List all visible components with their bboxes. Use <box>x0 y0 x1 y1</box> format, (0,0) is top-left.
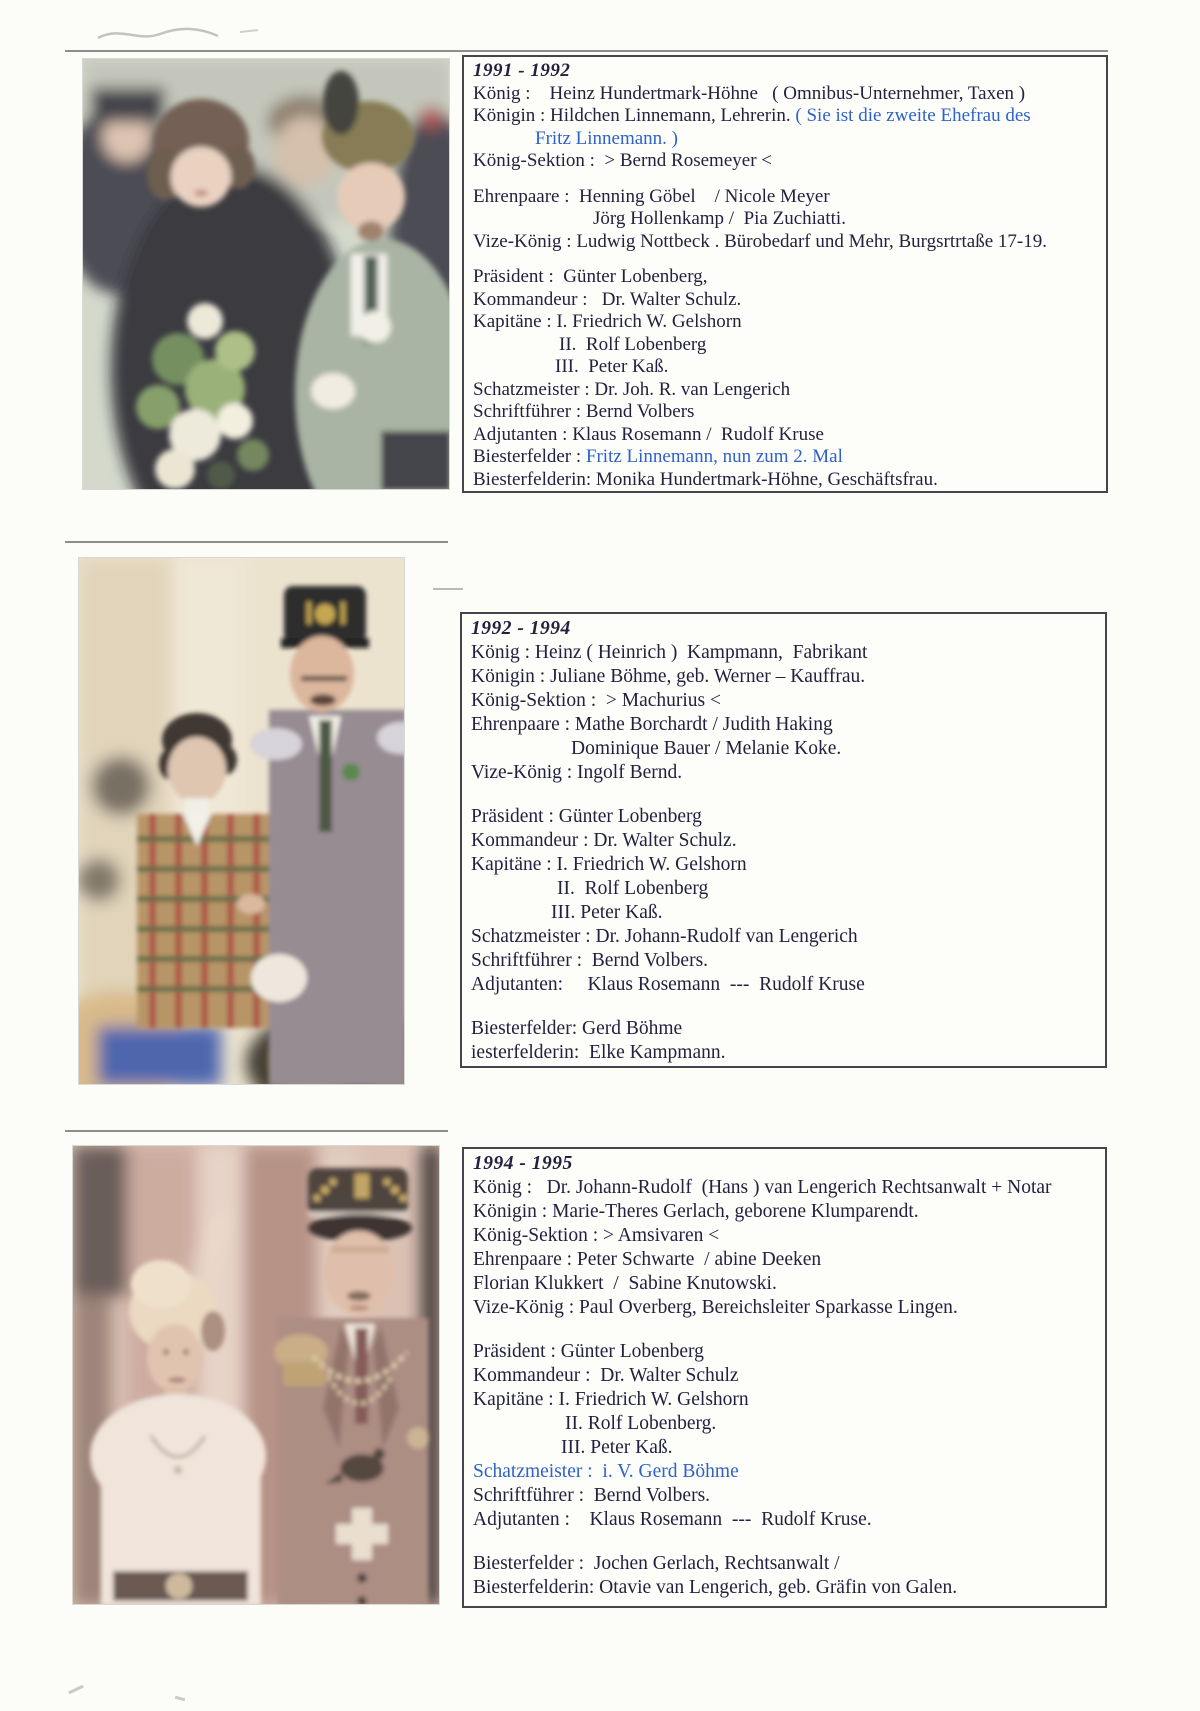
photo-1994-illustration <box>73 1146 440 1605</box>
text-line <box>471 853 1099 877</box>
text-line <box>473 1484 1099 1508</box>
text-line <box>473 1460 1099 1484</box>
pencil-dash-mark <box>68 1685 84 1694</box>
text-line <box>471 925 1099 949</box>
text-line <box>473 105 1100 128</box>
period-title: 1991 - 1992 <box>473 60 571 81</box>
text-segment: Vize-König : Paul Overberg, Bereichsleiter Sparkasse Lingen. <box>473 1297 958 1318</box>
text-segment: Dominique Bauer / Melanie Koke. <box>571 738 842 759</box>
text-segment: Schatzmeister : Dr. Johann-Rudolf van Lengerich <box>471 926 858 947</box>
text-segment: Biesterfelder: Gerd Böhme <box>471 1018 683 1039</box>
text-segment: Schriftführer : Bernd Volbers <box>473 401 695 422</box>
text-segment: Vize-König : Ingolf Bernd. <box>471 762 683 783</box>
text-line <box>471 877 1099 901</box>
horizontal-rule-top <box>65 50 1108 52</box>
text-segment: Biesterfelder : Jochen Gerlach, Rechtsanwalt / <box>473 1553 840 1574</box>
text-segment: Präsident : Günter Lobenberg <box>473 1341 704 1362</box>
text-line <box>473 1388 1099 1412</box>
text-line <box>473 356 1100 379</box>
highlighted-text: Fritz Linnemann, nun zum 2. Mal <box>585 446 843 467</box>
text-line <box>473 1200 1099 1224</box>
highlighted-text: ( Sie ist die zweite Ehefrau des <box>795 105 1031 126</box>
text-line <box>473 469 1100 492</box>
text-segment: Ehrenpaare : Peter Schwarte / abine Deeken <box>473 1249 822 1270</box>
text-line <box>473 1296 1099 1320</box>
text-line <box>471 689 1099 713</box>
text-line <box>473 1436 1099 1460</box>
photo-1991-illustration <box>83 59 450 490</box>
text-line <box>473 424 1100 447</box>
record-box-1992-1994 <box>460 612 1107 1068</box>
text-line <box>473 231 1100 254</box>
text-segment: König : Heinz ( Heinrich ) Kampmann, Fabrikant <box>471 642 868 663</box>
text-segment: Präsident : Günter Lobenberg <box>471 806 702 827</box>
text-segment: Kapitäne : I. Friedrich W. Gelshorn <box>473 311 742 332</box>
text-line <box>471 761 1099 785</box>
text-line <box>471 973 1099 997</box>
text-segment: III. Peter Kaß. <box>561 1437 673 1458</box>
text-line <box>473 379 1100 402</box>
highlighted-text: Fritz Linnemann. ) <box>535 127 678 149</box>
text-segment: III. Peter Kaß. <box>551 902 663 923</box>
text-line <box>473 150 1100 173</box>
text-segment: II. Rolf Lobenberg <box>559 333 707 355</box>
text-line <box>473 1364 1099 1388</box>
pencil-squiggle-mark <box>90 18 290 48</box>
text-segment: iesterfelderin: Elke Kampmann. <box>471 1042 726 1063</box>
photo-1992-illustration <box>79 558 405 1085</box>
horizontal-rule-tip <box>433 588 463 590</box>
photo-1991-royal-couple <box>82 58 450 490</box>
text-segment: Jörg Hollenkamp / Pia Zuchiatti. <box>593 208 846 229</box>
record-lines <box>473 83 1100 492</box>
text-segment: König-Sektion : > Machurius < <box>471 690 722 711</box>
text-segment: III. Peter Kaß. <box>555 356 669 377</box>
text-line <box>471 737 1099 761</box>
record-box-1991-1992 <box>462 55 1108 493</box>
text-segment: Königin : Marie-Theres Gerlach, geborene Klumparendt. <box>473 1201 919 1222</box>
horizontal-rule-separator-2 <box>65 1130 448 1132</box>
text-line <box>473 311 1100 334</box>
period-title: 1992 - 1994 <box>471 618 571 639</box>
text-segment: Biesterfelder : <box>473 446 586 467</box>
text-segment: König-Sektion : > Bernd Rosemeyer < <box>473 150 772 171</box>
text-segment: II. Rolf Lobenberg <box>557 878 709 899</box>
text-segment: König-Sektion : > Amsivaren < <box>473 1225 720 1246</box>
text-segment: Kommandeur : Dr. Walter Schulz. <box>471 830 737 851</box>
text-line <box>473 1552 1099 1576</box>
text-segment: Biesterfelderin: Otavie van Lengerich, geb. Gräfin von Galen. <box>473 1577 958 1598</box>
text-segment: Kommandeur : Dr. Walter Schulz <box>473 1365 739 1386</box>
text-line <box>473 401 1100 424</box>
horizontal-rule-separator-1 <box>65 541 448 543</box>
text-segment: Ehrenpaare : Henning Göbel / Nicole Meyer <box>473 185 830 207</box>
text-line <box>473 289 1100 312</box>
text-segment: Schriftführer : Bernd Volbers. <box>473 1485 711 1506</box>
text-line <box>471 1041 1099 1065</box>
photo-1994-royal-couple <box>72 1145 440 1605</box>
text-line <box>473 128 1100 151</box>
text-line <box>471 1017 1099 1041</box>
text-segment: Königin : Hildchen Linnemann, Lehrerin. <box>473 105 796 126</box>
text-line <box>473 334 1100 357</box>
text-line <box>473 1272 1099 1296</box>
text-segment: Florian Klukkert / Sabine Knutowski. <box>473 1273 777 1294</box>
text-line <box>473 1176 1099 1200</box>
text-line <box>473 266 1100 289</box>
text-segment: Königin : Juliane Böhme, geb. Werner – Kauffrau. <box>471 666 866 687</box>
text-segment: Kapitäne : I. Friedrich W. Gelshorn <box>471 854 747 875</box>
text-segment: Kommandeur : Dr. Walter Schulz. <box>473 288 742 310</box>
text-line <box>471 665 1099 689</box>
text-line <box>473 83 1100 106</box>
pencil-dot-mark <box>175 1696 185 1701</box>
text-line <box>473 208 1100 231</box>
text-line <box>473 1224 1099 1248</box>
text-segment: Biesterfelderin: Monika Hundertmark-Höhne, Geschäftsfrau. <box>473 468 938 490</box>
text-line <box>473 186 1100 209</box>
photo-1992-royal-couple <box>78 557 405 1085</box>
text-segment: Ehrenpaare : Mathe Borchardt / Judith Haking <box>471 714 833 735</box>
text-segment: Schatzmeister : Dr. Joh. R. van Lengerich <box>473 378 791 400</box>
highlighted-text: Schatzmeister : i. V. Gerd Böhme <box>473 1461 739 1482</box>
text-segment: Adjutanten : Klaus Rosemann --- Rudolf Kruse. <box>473 1509 872 1530</box>
text-segment: König : Heinz Hundertmark-Höhne ( Omnibus-Unternehmer, Taxen ) <box>473 82 1026 104</box>
text-line <box>473 446 1100 469</box>
text-line <box>473 1508 1099 1532</box>
text-line <box>473 1412 1099 1436</box>
text-line <box>471 641 1099 665</box>
text-line <box>471 829 1099 853</box>
text-segment: II. Rolf Lobenberg. <box>565 1413 717 1434</box>
text-line <box>473 1576 1099 1600</box>
text-segment: Kapitäne : I. Friedrich W. Gelshorn <box>473 1389 749 1410</box>
text-segment: König : Dr. Johann-Rudolf (Hans ) van Lengerich Rechtsanwalt + Notar <box>473 1177 1052 1198</box>
period-title: 1994 - 1995 <box>473 1153 573 1174</box>
text-line <box>471 901 1099 925</box>
text-segment: Adjutanten: Klaus Rosemann --- Rudolf Kruse <box>471 974 865 995</box>
text-segment: Schriftführer : Bernd Volbers. <box>471 950 709 971</box>
text-segment: Vize-König : Ludwig Nottbeck . Bürobedarf und Mehr, Burgsrtrtaße 17-19. <box>473 230 1047 252</box>
text-line <box>473 1248 1099 1272</box>
record-box-1994-1995 <box>462 1147 1107 1608</box>
text-line <box>471 805 1099 829</box>
text-line <box>471 949 1099 973</box>
text-segment: Adjutanten : Klaus Rosemann / Rudolf Kruse <box>473 423 824 445</box>
text-line <box>473 1340 1099 1364</box>
text-line <box>471 713 1099 737</box>
record-lines <box>473 1176 1099 1600</box>
text-segment: Präsident : Günter Lobenberg, <box>473 266 708 287</box>
record-lines <box>471 641 1099 1065</box>
